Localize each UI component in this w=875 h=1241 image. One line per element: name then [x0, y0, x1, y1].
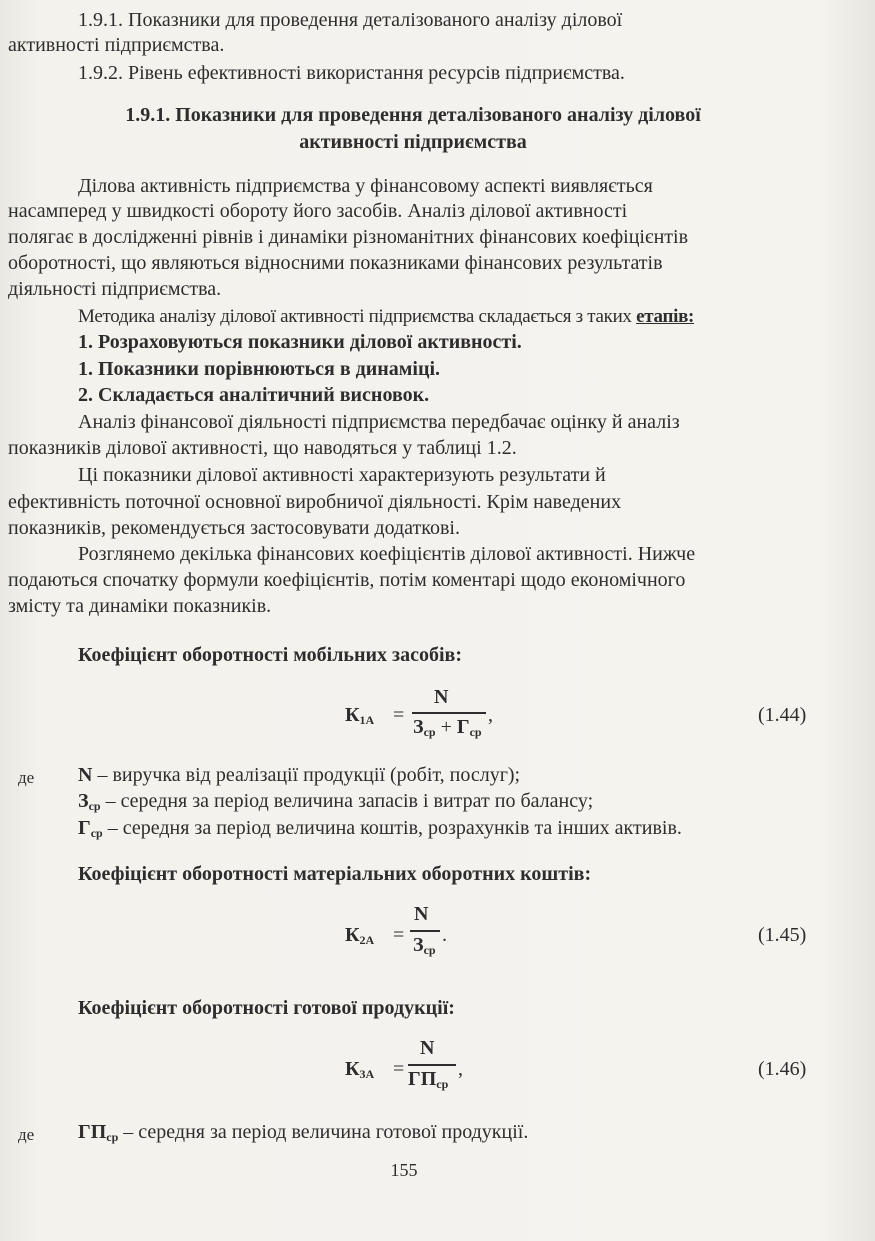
formula-1-numerator: N — [434, 686, 449, 708]
para4-line2: подаються спочатку формули коефіцієнтів, потім коментарі щодо економічного — [8, 569, 686, 591]
para3-line1: Ці показники ділової активності характеризують результати й — [78, 464, 606, 486]
coef2-title: Коефіцієнт оборотності матеріальних оборотних коштів: — [78, 863, 592, 885]
para3-line2: ефективність поточної основної виробничої діяльності. Крім наведених — [8, 491, 622, 513]
toc-item-2: 1.9.2. Рівень ефективності використання ресурсів підприємства. — [78, 62, 625, 84]
para1-line3: полягає в дослідженні рівнів і динаміки різноманітних фінансових коефіцієнтів — [8, 226, 689, 248]
section-heading-line2: активності підприємства — [299, 131, 527, 153]
stage-1: 1. Розраховуються показники ділової активності. — [78, 331, 522, 353]
formula-1-denominator: $З_{ср} + Г_{ср}$ — [413, 716, 482, 739]
stage-2: 1. Показники порівнюються в динаміці. — [78, 358, 441, 380]
formula-3-eq: = — [393, 1058, 405, 1080]
para3-line3: показників, рекомендується застосовувати додаткові. — [8, 517, 460, 539]
stages-intro: Методика аналізу ділової активності підприємства складається з таких етапів: — [78, 306, 695, 327]
coef3-de-label: де — [18, 1125, 35, 1144]
formula-2-number: (1.45) — [758, 924, 807, 946]
coef3-def: $ГП_{ср}$ – середня за період величина готової продукції. — [78, 1121, 529, 1144]
formula-3-denominator: $ГП_{ср}$ — [408, 1068, 449, 1091]
para1-line1: Ділова активність підприємства у фінансовому аспекті виявляється — [78, 175, 653, 197]
para4-line3: змісту та динаміки показників. — [8, 595, 272, 617]
toc-item-1: 1.9.1. Показники для проведення деталізованого аналізу ділової — [78, 9, 623, 31]
formula-2-period: . — [442, 924, 447, 946]
formula-2-numerator: N — [414, 903, 429, 925]
coef1-def-1: N – виручка від реалізації продукції (робіт, послуг); — [78, 764, 521, 786]
para1-line4: оборотності, що являються відносними показниками фінансових результатів — [8, 252, 663, 274]
para2-line2: показників ділової активності, що наводяться у таблиці 1.2. — [8, 437, 517, 459]
formula-2-eq: = — [393, 924, 405, 946]
section-heading-line1: 1.9.1. Показники для проведення деталізованого аналізу ділової — [125, 104, 701, 126]
stage-3: 2. Складається аналітичний висновок. — [78, 384, 430, 406]
page-number: 155 — [390, 1160, 418, 1180]
toc-item-1-cont: активності підприємства. — [8, 34, 225, 56]
formula-1-eq: = — [393, 704, 405, 726]
coef1-def-3: $Г_{ср}$ – середня за період величина коштів, розрахунків та інших активів. — [78, 817, 682, 840]
para2-line1: Аналіз фінансової діяльності підприємства передбачає оцінку й аналіз — [78, 411, 680, 433]
formula-1-number: (1.44) — [758, 704, 807, 726]
coef1-de-label: де — [18, 768, 35, 787]
formula-1-comma: , — [488, 704, 493, 726]
formula-3-lhs: $К_{3А}$ — [345, 1058, 375, 1081]
para1-line5: діяльності підприємства. — [8, 278, 222, 300]
para1-line2: насамперед у швидкості обороту його засобів. Аналіз ділової активності — [8, 200, 628, 222]
coef1-title: Коефіцієнт оборотності мобільних засобів: — [78, 644, 462, 666]
formula-3-comma: , — [458, 1058, 463, 1080]
formula-2-lhs: $К_{2А}$ — [345, 924, 375, 947]
formula-1-lhs: $К_{1А}$ — [345, 704, 375, 727]
coef1-def-2: $З_{ср}$ – середня за період величина запасів і витрат по балансу; — [78, 790, 594, 813]
formula-3-fraction-bar — [408, 1064, 456, 1066]
formula-1-fraction-bar — [412, 712, 486, 714]
formula-2-denominator: $З_{ср}$ — [413, 934, 436, 957]
formula-3-number: (1.46) — [758, 1058, 807, 1080]
coef3-title: Коефіцієнт оборотності готової продукції: — [78, 997, 455, 1019]
para4-line1: Розглянемо декілька фінансових коефіцієнтів ділової активності. Нижче — [78, 543, 696, 565]
formula-3-numerator: N — [420, 1037, 435, 1059]
formula-2-fraction-bar — [410, 930, 440, 932]
